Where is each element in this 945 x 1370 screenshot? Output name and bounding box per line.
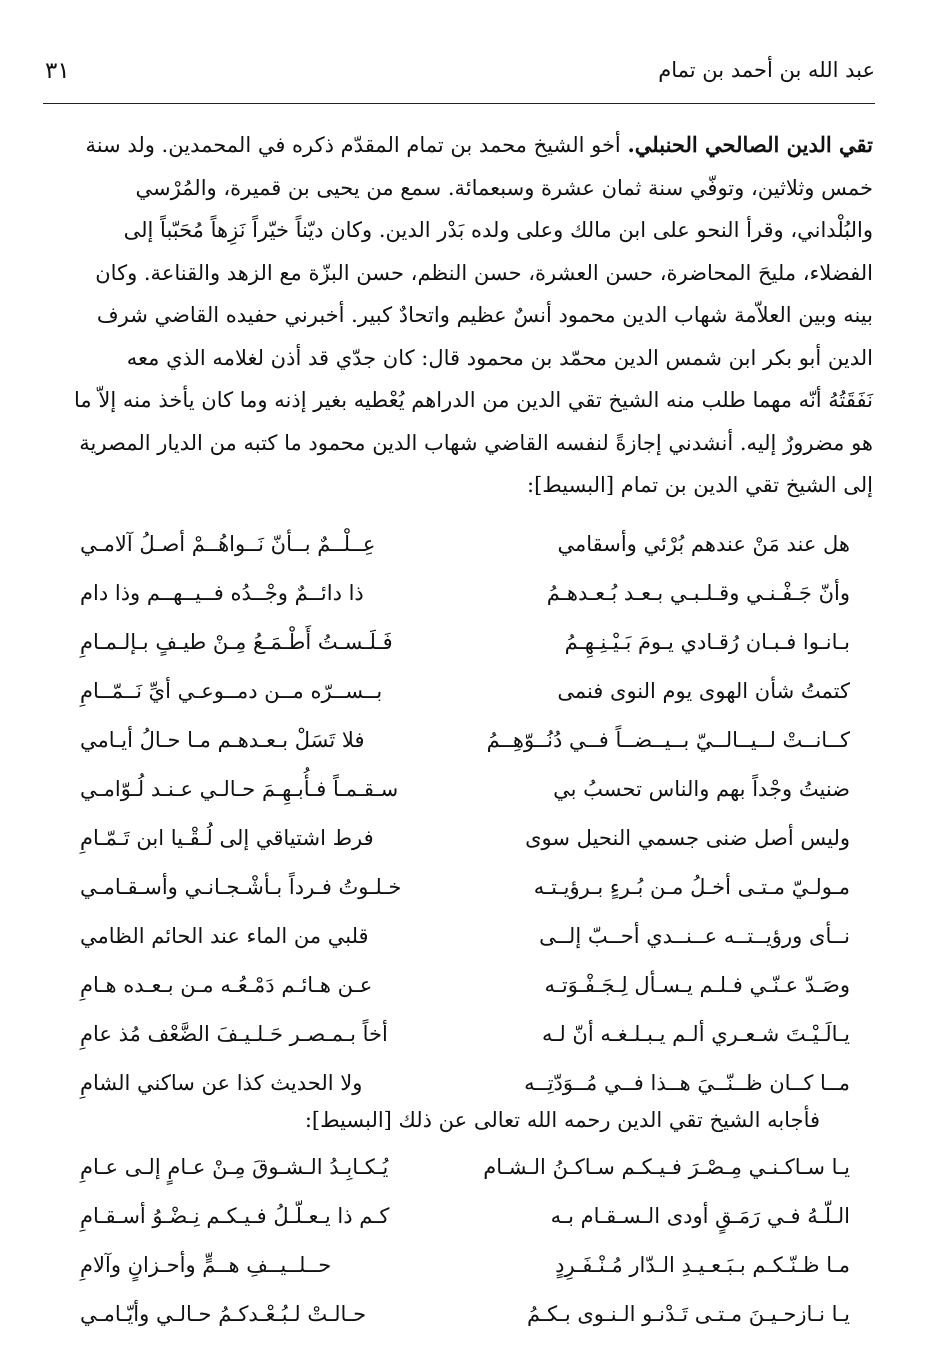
hemistich-first: كــانــتْ لــيــالــيّ بــيــضــاً فــي دُنُــوّهِــمُ <box>486 728 850 752</box>
hemistich-second: يُـكـابِـدُ الـشـوقَ مِـنْ عـامٍ إلـى عـامِ <box>80 1155 389 1179</box>
poem-reply <box>80 1155 850 1351</box>
prose-line: إلى الشيخ تقي الدين بن تمام [البسيط]: <box>527 473 873 497</box>
prose-line: نَفَقَتُهُ أنّه مهما طلب منه الشيخ تقي الدين من الدراهم يُعْطيه بغير إذنه وما كان يأخذ منه إلاّ ما <box>74 388 873 412</box>
verse <box>80 1155 850 1204</box>
hemistich-second: ذا دائــمٌ وجْــدُه فــيــهــم وذا دام <box>80 581 364 605</box>
prose-line: خمس وثلاثين، وتوفّي سنة ثمان عشرة وسبعمائة. سمع من يحيى بن قميرة، والمُرْسي <box>135 175 873 200</box>
verse <box>80 1253 850 1302</box>
hemistich-second: بــســرّه مــن دمــوعـي أيِّ نَــمّــامِ <box>80 679 383 703</box>
hemistich-second: ولا الحديث كذا عن ساكني الشامِ <box>80 1071 363 1095</box>
hemistich-first: مــا كــان ظــنّــيَ هــذا فــي مُــوَدّتِــه <box>524 1071 850 1095</box>
running-title: عبد الله بن أحمد بن تمام <box>658 58 875 82</box>
verse <box>80 630 850 679</box>
verse <box>80 826 850 875</box>
hemistich-second: كـم ذا يـعـلّـلُ فـيـكـم نِـضْـوُ أسـقـامِ <box>80 1204 390 1228</box>
hemistich-first: بـانـوا فـبـان رُقـادي يـومَ بَـيْـنِـهِـمُ <box>564 630 850 654</box>
verse <box>80 1204 850 1253</box>
hemistich-first: نــأى ورؤيــتــه عــنــدي أحــبّ إلــى <box>539 924 850 948</box>
hemistich-second: حــلــيــفِ هــمٍّ وأحـزانٍ وآلامِ <box>80 1253 332 1277</box>
verse <box>80 532 850 581</box>
hemistich-second: خـلـوتُ فـرداً بـأشْـجـانـي وأسـقـامـي <box>80 875 402 899</box>
hemistich-first: يـا نـازحـيـنَ مـتـى تَـدْنـو الـنـوى بـكـمُ <box>526 1302 850 1326</box>
verse <box>80 924 850 973</box>
hemistich-second: عِــلْــمٌ بــأنّ نَــواهُــمْ أصـلُ آلامـي <box>80 532 376 556</box>
hemistich-first: ضنيتُ وجْداً بهم والناس تحسبُ بي <box>553 777 850 801</box>
verse <box>80 1302 850 1351</box>
header-rule <box>43 103 875 104</box>
hemistich-first: الـلّـهُ فـي رَمَـقٍ أودى الـسـقـام بـه <box>550 1204 850 1228</box>
prose-line: تقي الدين الصالحي الحنبلي. أخو الشيخ محمد بن تمام المقدّم ذكره في المحمدين. ولد سنة <box>85 132 873 157</box>
hemistich-first: وليس أصل ضنى جسمي النحيل سوى <box>525 826 850 850</box>
hemistich-first: يـالَـيْـتَ شـعـري ألـم يـبـلـغـه أنّ لـه <box>541 1022 850 1046</box>
hemistich-second: سـقـمـاً فـأُبـهِـمَ حـالـي عـنـد لُـوّامـي <box>80 777 399 801</box>
verse <box>80 581 850 630</box>
hemistich-second: حـالـتْ لـبُـعْـدكـمُ حـالـي وأيّـامـي <box>80 1302 367 1326</box>
verse <box>80 777 850 826</box>
poem-first <box>80 532 850 1120</box>
hemistich-first: هل عند مَنْ عندهم بُرْئي وأسقامي <box>557 532 850 556</box>
hemistich-first: يـا سـاكـنـي مِـصْـرَ فـيـكـم سـاكـنُ الـشـام <box>483 1155 850 1179</box>
hemistich-first: مـولـيّ مـتـى أخـلُ مـن بُـرءٍ بـرؤيـتـه <box>533 875 850 899</box>
verse <box>80 875 850 924</box>
hemistich-second: قلبي من الماء عند الحائم الظامي <box>80 924 369 948</box>
hemistich-second: عـن هـائـم دَمْـعُـه مـن بـعـده هـامِ <box>80 973 373 997</box>
hemistich-second: فرط اشتياقي إلى لُـقْـيا ابن تَـمّـامِ <box>80 826 374 850</box>
hemistich-first: وصَـدّ عـنّـي فـلـم يـسـأل لِـجَـفْـوَتـه <box>544 973 850 997</box>
verse <box>80 1022 850 1071</box>
prose-line: هو مضرورٌ إليه. أنشدني إجازةً لنفسه القاضي شهاب الدين محمود ما كتبه من الديار المصرية <box>79 430 873 455</box>
biography-paragraph <box>45 124 873 507</box>
page-number: ٣١ <box>45 58 70 84</box>
hemistich-first: وأنّ جَـفْـنـي وقـلـبـي بـعـد بُـعـدهـمُ <box>546 581 850 605</box>
hemistich-first: كتمتُ شأن الهوى يوم النوى فنمى <box>557 679 850 703</box>
prose-line: الفضلاء، مليحَ المحاضرة، حسن العشرة، حسن النظم، حسن البزّة مع الزهد والقناعة. وكان <box>95 260 873 285</box>
running-header <box>45 58 875 98</box>
prose-line: بينه وبين العلاّمة شهاب الدين محمود أنسٌ عظيم واتحادٌ كبير. أخبرني حفيده القاضي شرف <box>96 303 873 327</box>
prose-line: والبُلْداني، وقرأ النحو على ابن مالك وعلى ولده بَدْر الدين. وكان ديّناً خيّراً نَزِهاً مُحَبّباً إلى <box>123 218 873 242</box>
verse <box>80 973 850 1022</box>
hemistich-first: مـا ظـنّـكـم بـبَـعـيـدِ الـدّار مُـنْـفَـرِدٍ <box>555 1253 850 1277</box>
verse <box>80 728 850 777</box>
hemistich-second: فلا تَسَلْ بـعـدهـم مـا حـالُ أيـامي <box>80 728 365 752</box>
entry-name: تقي الدين الصالحي الحنبلي. <box>627 132 873 157</box>
reply-intro: فأجابه الشيخ تقي الدين رحمه الله تعالى عن ذلك [البسيط]: <box>304 1108 820 1132</box>
prose-line: الدين أبو بكر ابن شمس الدين محمّد بن محمود قال: كان جدّي قد أذن لغلامه الذي معه <box>126 345 873 370</box>
hemistich-second: فَـلَـسـتُ أَطْـمَـعُ مِـنْ طيـفٍ بـإلـمـامِ <box>80 630 393 654</box>
hemistich-second: أخاً بـمـصـر حَـلـيـفَ الضَّعْف مُذ عامِ <box>80 1022 388 1046</box>
verse <box>80 679 850 728</box>
